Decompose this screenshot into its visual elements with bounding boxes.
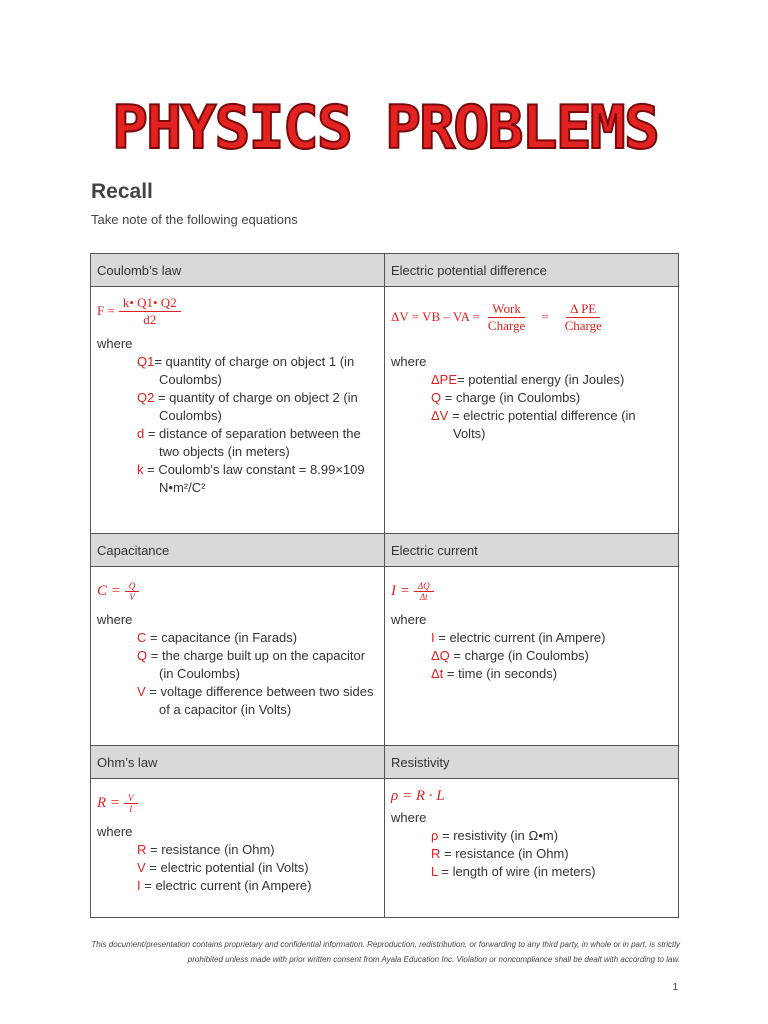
definition-symbol: d — [137, 426, 145, 441]
definition-text: = resistance (in Ohm) — [440, 846, 569, 861]
definition-text: = voltage difference between two sides of a capacitor (in Volts) — [145, 684, 374, 717]
definition-text: = quantity of charge on object 2 (in Coulombs) — [154, 390, 358, 423]
recall-subtitle: Take note of the following equations — [91, 212, 298, 227]
recall-title: Recall — [91, 180, 153, 203]
definition-text: = resistance (in Ohm) — [146, 842, 275, 857]
potential-where: where — [391, 354, 427, 369]
coulomb-header: Coulomb’s law — [91, 254, 385, 287]
current-where: where — [391, 612, 427, 627]
definition-item — [97, 425, 378, 461]
equations-table — [90, 253, 679, 918]
definition-text: = distance of separation between the two objects (in meters) — [144, 426, 361, 459]
definition-item — [97, 389, 378, 425]
ohm-denominator: I — [129, 803, 133, 814]
current-formula-lhs: I = — [391, 582, 410, 599]
coulomb-formula-lhs: F = — [97, 303, 115, 318]
capacitance-numerator: Q — [125, 581, 140, 592]
capacitance-formula-lhs: C = — [97, 582, 121, 599]
coulomb-where: where — [97, 336, 133, 351]
pe-numerator: Δ PE — [566, 301, 600, 318]
capacitance-denominator: V — [129, 591, 135, 602]
capacitance-fraction — [125, 581, 140, 602]
ohm-header: Ohm’s law — [91, 746, 385, 779]
confidentiality-notice: This document/presentation contains proprietary and confidential information. Reproduction, redistribution, or forwarding to any third party, in whole or in part, is strictly prohibited unless made with prior written consent from Ayala Education Inc. Violation or noncompliance shall be dealt with according to law. — [91, 940, 680, 964]
page-number: 1 — [672, 982, 678, 993]
definition-symbol: Q — [137, 648, 148, 663]
current-formula — [391, 571, 672, 611]
work-charge-fraction — [484, 301, 529, 334]
definition-item — [391, 407, 672, 443]
definition-symbol: R — [137, 842, 147, 857]
definition-item — [391, 827, 672, 845]
definition-item — [97, 353, 378, 389]
definition-item — [97, 683, 378, 719]
definition-item — [97, 841, 378, 859]
definition-text: = charge (in Coulombs) — [449, 648, 589, 663]
definition-symbol: ΔPE — [431, 372, 458, 387]
pe-charge-fraction — [561, 301, 606, 334]
current-denominator: Δt — [419, 591, 428, 602]
definition-item — [391, 371, 672, 389]
definition-symbol: V — [137, 684, 146, 699]
capacitance-where: where — [97, 612, 133, 627]
definition-text: = charge (in Coulombs) — [441, 390, 581, 405]
charge-denominator-2: Charge — [564, 317, 602, 333]
definition-symbol: Q1 — [137, 354, 155, 369]
coulomb-denominator: d2 — [143, 311, 157, 327]
potential-formula — [391, 297, 672, 337]
definition-item — [391, 647, 672, 665]
definition-symbol: R — [431, 846, 441, 861]
definition-item — [97, 859, 378, 877]
definition-text: = time (in seconds) — [443, 666, 558, 681]
ohm-cell — [91, 779, 385, 918]
ohm-fraction — [124, 793, 138, 814]
definition-symbol: ΔV — [431, 408, 449, 423]
definition-symbol: L — [431, 864, 438, 879]
potential-header: Electric potential difference — [385, 254, 679, 287]
definition-item — [391, 389, 672, 407]
resistivity-cell — [385, 779, 679, 918]
ohm-formula — [97, 783, 378, 823]
coulomb-fraction — [119, 295, 181, 328]
definition-text: = electric current (in Ampere) — [140, 878, 312, 893]
definition-item — [391, 665, 672, 683]
definition-text: = the charge built up on the capacitor (in Coulombs) — [147, 648, 366, 681]
resistivity-formula — [391, 783, 672, 809]
banner-title-graphic — [90, 92, 680, 160]
definition-text: = length of wire (in meters) — [437, 864, 596, 879]
definition-item — [97, 461, 378, 497]
definition-symbol: Δt — [431, 666, 444, 681]
definition-symbol: ΔQ — [431, 648, 450, 663]
definition-item — [97, 877, 378, 895]
resistivity-header: Resistivity — [385, 746, 679, 779]
definition-symbol: I — [137, 878, 141, 893]
ohm-numerator: V — [124, 793, 138, 804]
definition-text: = resistivity (in Ω•m) — [438, 828, 559, 843]
current-numerator: ΔQ — [414, 581, 434, 592]
definition-text: = quantity of charge on object 1 (in Coulombs) — [154, 354, 355, 387]
resistivity-where: where — [391, 810, 427, 825]
banner-title-text: PHYSICS PROBLEMS — [112, 93, 658, 160]
definition-symbol: ρ — [431, 828, 439, 843]
definition-text: = potential energy (in Joules) — [457, 372, 625, 387]
definition-item — [97, 629, 378, 647]
definition-text: = electric potential (in Volts) — [145, 860, 309, 875]
definition-item — [391, 845, 672, 863]
coulomb-cell — [91, 287, 385, 534]
definition-text: = Coulomb's law constant = 8.99×109 N•m²/C² — [143, 462, 365, 495]
definition-symbol: C — [137, 630, 147, 645]
definition-item — [97, 647, 378, 683]
definition-text: = electric current (in Ampere) — [434, 630, 606, 645]
capacitance-cell — [91, 567, 385, 746]
banner-logo — [90, 92, 680, 160]
current-header: Electric current — [385, 534, 679, 567]
resistivity-formula-text: ρ = R · L — [391, 787, 445, 804]
capacitance-header: Capacitance — [91, 534, 385, 567]
charge-denominator: Charge — [487, 317, 526, 333]
definition-text: = electric potential difference (in Volts) — [448, 408, 636, 441]
capacitance-formula — [97, 571, 378, 611]
coulomb-formula — [97, 291, 378, 331]
coulomb-numerator: k• Q1• Q2 — [119, 295, 181, 312]
ohm-where: where — [97, 824, 133, 839]
definition-item — [391, 629, 672, 647]
definition-symbol: V — [137, 860, 146, 875]
potential-formula-lhs: ΔV = VB – VA = — [391, 309, 480, 324]
definition-item — [391, 863, 672, 881]
potential-cell — [385, 287, 679, 534]
definition-symbol: Q2 — [137, 390, 155, 405]
current-fraction — [414, 581, 434, 602]
definition-symbol: Q — [431, 390, 442, 405]
definition-symbol: k — [137, 462, 144, 477]
ohm-formula-lhs: R = — [97, 794, 121, 811]
work-numerator: Work — [488, 301, 525, 318]
definition-symbol: I — [431, 630, 435, 645]
potential-equals: = — [541, 309, 549, 324]
definition-text: = capacitance (in Farads) — [146, 630, 298, 645]
current-cell — [385, 567, 679, 746]
